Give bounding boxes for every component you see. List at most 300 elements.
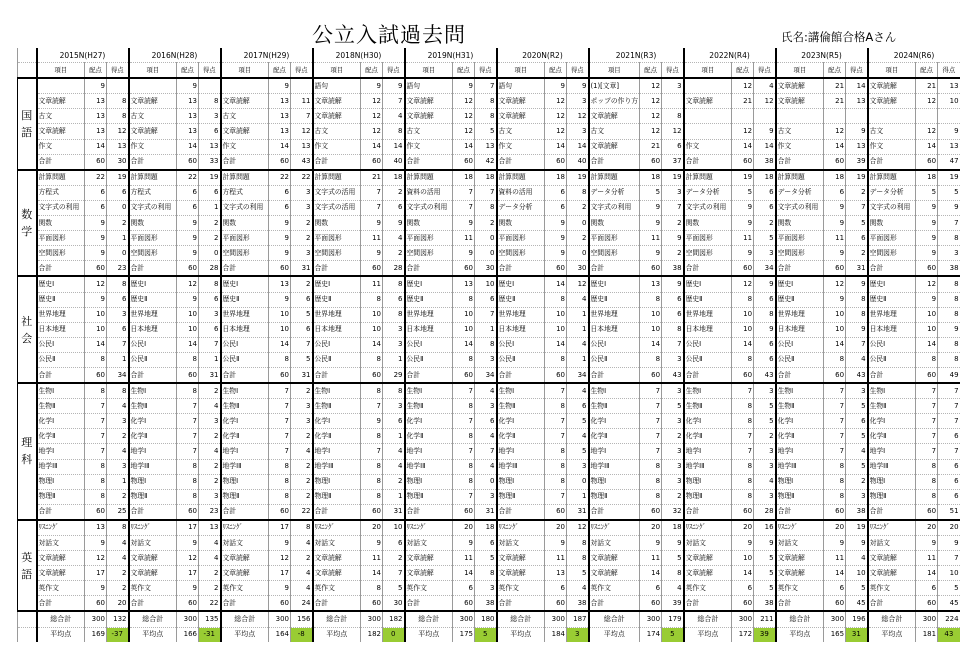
full-cell: 10 — [269, 322, 291, 337]
full-cell: 14 — [269, 139, 291, 154]
item-cell: 合計 — [776, 154, 824, 170]
item-header: 項目 — [684, 63, 732, 79]
item-cell: 対話文 — [776, 536, 824, 551]
item-cell: 合計 — [405, 154, 453, 170]
item-cell: 地学ⅠⅡ — [868, 459, 916, 474]
score-cell: 9 — [754, 536, 776, 551]
full-cell: 60 — [824, 261, 846, 277]
score-cell: 4 — [107, 444, 129, 459]
score-cell: 5 — [754, 551, 776, 566]
full-cell: 7 — [640, 444, 662, 459]
score-cell: 7 — [475, 78, 497, 94]
full-cell: 7 — [453, 444, 475, 459]
score-cell: 2 — [291, 474, 313, 489]
full-header: 配点 — [177, 63, 199, 79]
table-row — [18, 261, 960, 277]
full-cell: 7 — [85, 399, 107, 414]
full-cell: 10 — [640, 307, 662, 322]
score-cell: 23 — [199, 504, 221, 520]
item-cell: 文章読解 — [497, 566, 545, 581]
full-cell: 8 — [732, 399, 754, 414]
full-cell: 7 — [732, 444, 754, 459]
summary-score: 180 — [475, 611, 497, 627]
full-cell: 60 — [177, 596, 199, 612]
full-cell: 9 — [916, 536, 938, 551]
item-cell: 生物Ⅱ — [37, 399, 85, 414]
item-cell: 文字式の利用 — [684, 200, 732, 215]
score-cell: 45 — [938, 596, 960, 612]
score-cell: 10 — [475, 276, 497, 292]
table-row — [18, 399, 960, 414]
score-cell: 22 — [199, 596, 221, 612]
full-cell: 12 — [361, 94, 383, 109]
full-cell: 9 — [640, 216, 662, 231]
score-cell: 3 — [199, 414, 221, 429]
score-cell: 8 — [938, 337, 960, 352]
item-cell: 物理Ⅰ — [129, 474, 177, 489]
item-cell: 生物Ⅰ — [589, 383, 640, 399]
summary-full: 300 — [916, 611, 938, 627]
score-cell: 2 — [383, 551, 405, 566]
full-cell: 8 — [732, 489, 754, 504]
full-cell: 7 — [824, 444, 846, 459]
item-cell: 物理Ⅰ — [589, 474, 640, 489]
score-cell: 31 — [846, 261, 868, 277]
item-cell: 合計 — [497, 596, 545, 612]
score-cell: 1 — [383, 429, 405, 444]
table-row — [18, 292, 960, 307]
full-cell: 60 — [640, 261, 662, 277]
full-cell: 6 — [824, 581, 846, 596]
item-cell: 文章読解 — [129, 551, 177, 566]
item-cell: 平面図形 — [776, 231, 824, 246]
item-cell: 文章読解 — [589, 109, 640, 124]
score-cell: 4 — [291, 536, 313, 551]
item-cell: 合計 — [684, 261, 732, 277]
item-cell: 地学Ⅰ — [868, 444, 916, 459]
score-cell: 38 — [754, 154, 776, 170]
year-label: 2023N(R5) — [776, 48, 868, 63]
item-cell: 物理Ⅱ — [221, 489, 269, 504]
full-cell: 18 — [824, 170, 846, 186]
item-cell: 生物Ⅰ — [684, 383, 732, 399]
table-row — [18, 322, 960, 337]
score-cell: 2 — [199, 429, 221, 444]
item-cell: 公民Ⅰ — [589, 337, 640, 352]
item-cell: 歴史Ⅰ — [589, 276, 640, 292]
item-cell: 物理Ⅰ — [776, 474, 824, 489]
score-cell: 8 — [846, 292, 868, 307]
score-cell: 9 — [846, 276, 868, 292]
score-cell: 9 — [567, 78, 589, 94]
item-cell: 空間図形 — [868, 246, 916, 261]
full-cell: 14 — [361, 566, 383, 581]
item-cell: 公民Ⅱ — [776, 352, 824, 367]
score-cell: 3 — [754, 383, 776, 399]
item-cell: 世界地理 — [497, 307, 545, 322]
item-cell: 合計 — [405, 261, 453, 277]
score-cell: 4 — [567, 337, 589, 352]
item-cell: 合計 — [129, 154, 177, 170]
score-cell: 6 — [475, 414, 497, 429]
score-cell: 2 — [567, 200, 589, 215]
full-cell: 11 — [916, 551, 938, 566]
full-cell: 9 — [85, 536, 107, 551]
item-cell: 文章読解 — [684, 551, 732, 566]
full-cell: 12 — [85, 551, 107, 566]
item-cell: データ分析 — [776, 185, 824, 200]
full-cell: 60 — [177, 261, 199, 277]
full-cell: 60 — [732, 504, 754, 520]
full-cell: 13 — [85, 109, 107, 124]
full-cell: 7 — [916, 383, 938, 399]
item-cell: 文字式の利用 — [37, 200, 85, 215]
table-row — [18, 109, 960, 124]
item-cell: 文章読解 — [589, 566, 640, 581]
score-cell: 2 — [199, 383, 221, 399]
full-cell: 7 — [545, 383, 567, 399]
score-cell: 2 — [291, 276, 313, 292]
score-cell: 2 — [199, 459, 221, 474]
full-cell: 14 — [85, 139, 107, 154]
item-cell: 語句 — [497, 78, 545, 94]
item-cell: 地学Ⅰ — [129, 444, 177, 459]
item-cell: 文字式の活用 — [313, 185, 361, 200]
item-cell: 物理Ⅰ — [221, 474, 269, 489]
score-cell: 4 — [475, 383, 497, 399]
full-cell: 8 — [732, 352, 754, 367]
item-cell: 文章読解 — [589, 139, 640, 154]
full-cell: 9 — [269, 536, 291, 551]
score-cell: 4 — [567, 581, 589, 596]
table-row — [18, 124, 960, 139]
item-cell: 空間図形 — [37, 246, 85, 261]
score-cell: 30 — [475, 261, 497, 277]
full-cell: 60 — [85, 367, 107, 383]
item-cell: 平面図形 — [589, 231, 640, 246]
full-cell: 10 — [916, 322, 938, 337]
full-cell: 9 — [85, 292, 107, 307]
table-row — [18, 383, 960, 399]
year-label: 2019N(H31) — [405, 48, 497, 63]
summary-label: 総合計 — [497, 611, 545, 627]
full-cell: 8 — [916, 352, 938, 367]
score-header: 得点 — [107, 63, 129, 79]
full-cell: 8 — [545, 352, 567, 367]
score-cell: 3 — [291, 246, 313, 261]
item-cell: 物理Ⅱ — [313, 489, 361, 504]
summary-label: 総合計 — [221, 611, 269, 627]
full-cell: 8 — [916, 459, 938, 474]
score-cell: 7 — [938, 551, 960, 566]
full-cell: 7 — [85, 429, 107, 444]
full-cell: 9 — [545, 536, 567, 551]
score-cell: 9 — [938, 322, 960, 337]
item-cell: 合計 — [776, 504, 824, 520]
score-cell: 6 — [475, 536, 497, 551]
score-cell: 6 — [846, 414, 868, 429]
full-cell: 60 — [640, 367, 662, 383]
full-cell: 12 — [269, 551, 291, 566]
item-cell: 公民Ⅱ — [868, 352, 916, 367]
item-cell: 化学Ⅰ — [589, 414, 640, 429]
full-cell: 8 — [916, 489, 938, 504]
item-cell: 計算問題 — [129, 170, 177, 186]
item-cell: 文章読解 — [313, 551, 361, 566]
item-cell: 合計 — [589, 367, 640, 383]
score-cell: 3 — [475, 352, 497, 367]
item-cell: 地学Ⅰ — [313, 444, 361, 459]
summary-full: 182 — [361, 627, 383, 642]
item-cell: 合計 — [313, 261, 361, 277]
full-cell: 11 — [453, 551, 475, 566]
score-cell: 5 — [754, 581, 776, 596]
item-cell: 文章読解 — [37, 551, 85, 566]
item-cell: 計算問題 — [37, 170, 85, 186]
table-row — [18, 444, 960, 459]
full-cell: 8 — [545, 444, 567, 459]
item-cell: 文字式の利用 — [221, 200, 269, 215]
score-cell: 28 — [199, 261, 221, 277]
full-cell: 7 — [824, 399, 846, 414]
score-cell: 5 — [754, 399, 776, 414]
item-cell: 合計 — [129, 504, 177, 520]
score-cell: 0 — [199, 246, 221, 261]
item-cell: 平面図形 — [497, 231, 545, 246]
summary-score: 135 — [199, 611, 221, 627]
score-cell: 2 — [107, 429, 129, 444]
item-cell: 古文 — [868, 124, 916, 139]
full-header: 配点 — [732, 63, 754, 79]
summary-score: 0 — [383, 627, 405, 642]
summary-score: 43 — [938, 627, 960, 642]
item-cell: 関数 — [497, 216, 545, 231]
score-cell: 39 — [662, 596, 684, 612]
full-cell: 12 — [732, 276, 754, 292]
full-header: 配点 — [269, 63, 291, 79]
score-cell: 4 — [567, 429, 589, 444]
score-cell: 3 — [383, 337, 405, 352]
score-header: 得点 — [291, 63, 313, 79]
score-cell: 34 — [567, 367, 589, 383]
full-cell: 14 — [732, 566, 754, 581]
item-header: 項目 — [221, 63, 269, 79]
item-cell: 物理Ⅰ — [405, 474, 453, 489]
table-row — [18, 474, 960, 489]
score-cell — [291, 78, 313, 94]
score-cell: 5 — [846, 459, 868, 474]
full-cell: 12 — [453, 109, 475, 124]
item-header: 項目 — [589, 63, 640, 79]
score-cell: 31 — [291, 261, 313, 277]
score-header: 得点 — [199, 63, 221, 79]
score-cell: 5 — [383, 581, 405, 596]
full-cell: 13 — [545, 566, 567, 581]
score-cell: 6 — [938, 429, 960, 444]
score-cell: 3 — [199, 307, 221, 322]
corner-cell — [18, 63, 37, 79]
full-cell: 20 — [640, 520, 662, 536]
year-label: 2024N(R6) — [868, 48, 960, 63]
score-cell: 6 — [199, 185, 221, 200]
item-cell: 歴史Ⅰ — [221, 276, 269, 292]
item-cell: 関数 — [405, 216, 453, 231]
score-cell: 3 — [475, 399, 497, 414]
item-cell: 物理Ⅱ — [497, 489, 545, 504]
item-cell: 合計 — [37, 367, 85, 383]
full-cell: 6 — [177, 185, 199, 200]
summary-score: 31 — [846, 627, 868, 642]
full-cell: 17 — [269, 520, 291, 536]
item-cell: 生物Ⅰ — [221, 383, 269, 399]
full-cell: 9 — [824, 216, 846, 231]
item-cell: 文章読解 — [221, 566, 269, 581]
full-cell: 10 — [453, 322, 475, 337]
summary-full: 165 — [824, 627, 846, 642]
item-cell: 化学Ⅰ — [497, 414, 545, 429]
item-cell: 歴史Ⅱ — [405, 292, 453, 307]
full-cell: 9 — [269, 78, 291, 94]
year-label: 2015N(H27) — [37, 48, 129, 63]
summary-label: 平均点 — [684, 627, 732, 642]
score-cell: 6 — [567, 399, 589, 414]
item-cell: 生物Ⅱ — [868, 399, 916, 414]
score-cell: 30 — [567, 261, 589, 277]
item-cell: 文章読解 — [221, 124, 269, 139]
item-cell: 対話文 — [684, 536, 732, 551]
score-cell: 0 — [475, 246, 497, 261]
full-cell: 60 — [545, 504, 567, 520]
item-cell: 文章読解 — [589, 551, 640, 566]
item-cell: 英作文 — [313, 581, 361, 596]
full-cell: 10 — [177, 307, 199, 322]
summary-score: 132 — [107, 611, 129, 627]
score-cell: 13 — [846, 94, 868, 109]
full-cell: 20 — [916, 520, 938, 536]
item-cell: 生物Ⅱ — [497, 399, 545, 414]
score-cell: 22 — [291, 170, 313, 186]
item-cell: 合計 — [776, 261, 824, 277]
full-cell: 14 — [640, 337, 662, 352]
item-cell: 合計 — [684, 504, 732, 520]
item-header: 項目 — [405, 63, 453, 79]
full-cell: 14 — [269, 337, 291, 352]
item-cell: 英作文 — [405, 581, 453, 596]
full-cell: 11 — [640, 231, 662, 246]
item-cell: 資料の活用 — [497, 185, 545, 200]
score-cell: 9 — [846, 536, 868, 551]
score-cell: 34 — [475, 367, 497, 383]
item-cell: 地学ⅠⅡ — [37, 459, 85, 474]
item-cell: 生物Ⅱ — [313, 399, 361, 414]
item-cell: 物理Ⅱ — [589, 489, 640, 504]
item-cell: 関数 — [589, 216, 640, 231]
score-cell: 3 — [938, 246, 960, 261]
item-cell: 合計 — [221, 504, 269, 520]
score-cell: 19 — [662, 170, 684, 186]
item-cell: 空間図形 — [221, 246, 269, 261]
summary-full: 300 — [453, 611, 475, 627]
table-row — [18, 337, 960, 352]
full-cell: 9 — [361, 536, 383, 551]
full-cell: 6 — [916, 581, 938, 596]
item-cell: 物理Ⅱ — [37, 489, 85, 504]
summary-full: 300 — [640, 611, 662, 627]
item-cell: 文章読解 — [684, 94, 732, 109]
score-cell: 18 — [383, 170, 405, 186]
item-cell: 文字式の利用 — [868, 200, 916, 215]
summary-full: 181 — [916, 627, 938, 642]
score-cell: 2 — [846, 185, 868, 200]
score-cell: 12 — [662, 124, 684, 139]
year-label: 2022N(R4) — [684, 48, 776, 63]
score-cell: 1 — [475, 322, 497, 337]
item-cell: 合計 — [37, 261, 85, 277]
item-cell: 対話文 — [221, 536, 269, 551]
item-cell: 公民Ⅱ — [221, 352, 269, 367]
score-cell: 13 — [291, 139, 313, 154]
full-cell: 6 — [545, 200, 567, 215]
item-cell: 化学Ⅱ — [405, 429, 453, 444]
table-row — [18, 200, 960, 215]
item-cell: 空間図形 — [684, 246, 732, 261]
score-cell: 6 — [107, 185, 129, 200]
item-cell: 世界地理 — [313, 307, 361, 322]
score-cell: 23 — [107, 261, 129, 277]
full-cell: 7 — [545, 489, 567, 504]
summary-score: 5 — [475, 627, 497, 642]
full-cell: 60 — [545, 261, 567, 277]
item-cell: 英作文 — [776, 581, 824, 596]
score-cell: 8 — [938, 307, 960, 322]
full-cell: 60 — [85, 596, 107, 612]
full-cell: 8 — [824, 489, 846, 504]
full-cell: 13 — [269, 124, 291, 139]
score-cell: 4 — [383, 459, 405, 474]
full-cell: 8 — [361, 383, 383, 399]
item-cell: 公民Ⅱ — [37, 352, 85, 367]
table-row — [18, 307, 960, 322]
full-cell: 60 — [732, 596, 754, 612]
summary-full: 172 — [732, 627, 754, 642]
full-cell: 9 — [361, 414, 383, 429]
full-cell: 20 — [453, 520, 475, 536]
summary-full: 174 — [640, 627, 662, 642]
full-cell: 7 — [453, 489, 475, 504]
score-cell: 13 — [846, 139, 868, 154]
score-cell: 2 — [107, 581, 129, 596]
score-cell: 3 — [199, 489, 221, 504]
full-cell: 9 — [732, 246, 754, 261]
full-cell: 21 — [916, 78, 938, 94]
summary-score: 196 — [846, 611, 868, 627]
score-cell: 2 — [754, 429, 776, 444]
score-cell: 14 — [754, 139, 776, 154]
score-cell: 1 — [567, 352, 589, 367]
score-cell: 8 — [383, 307, 405, 322]
item-header: 項目 — [313, 63, 361, 79]
score-cell: 43 — [291, 154, 313, 170]
score-cell: 3 — [107, 307, 129, 322]
score-cell: 13 — [938, 139, 960, 154]
full-cell: 7 — [177, 414, 199, 429]
item-cell: 合計 — [313, 504, 361, 520]
item-cell: 歴史Ⅱ — [129, 292, 177, 307]
score-cell: 1 — [199, 352, 221, 367]
score-cell: 4 — [846, 444, 868, 459]
item-cell: 文章読解 — [684, 566, 732, 581]
item-cell: 古文 — [37, 109, 85, 124]
